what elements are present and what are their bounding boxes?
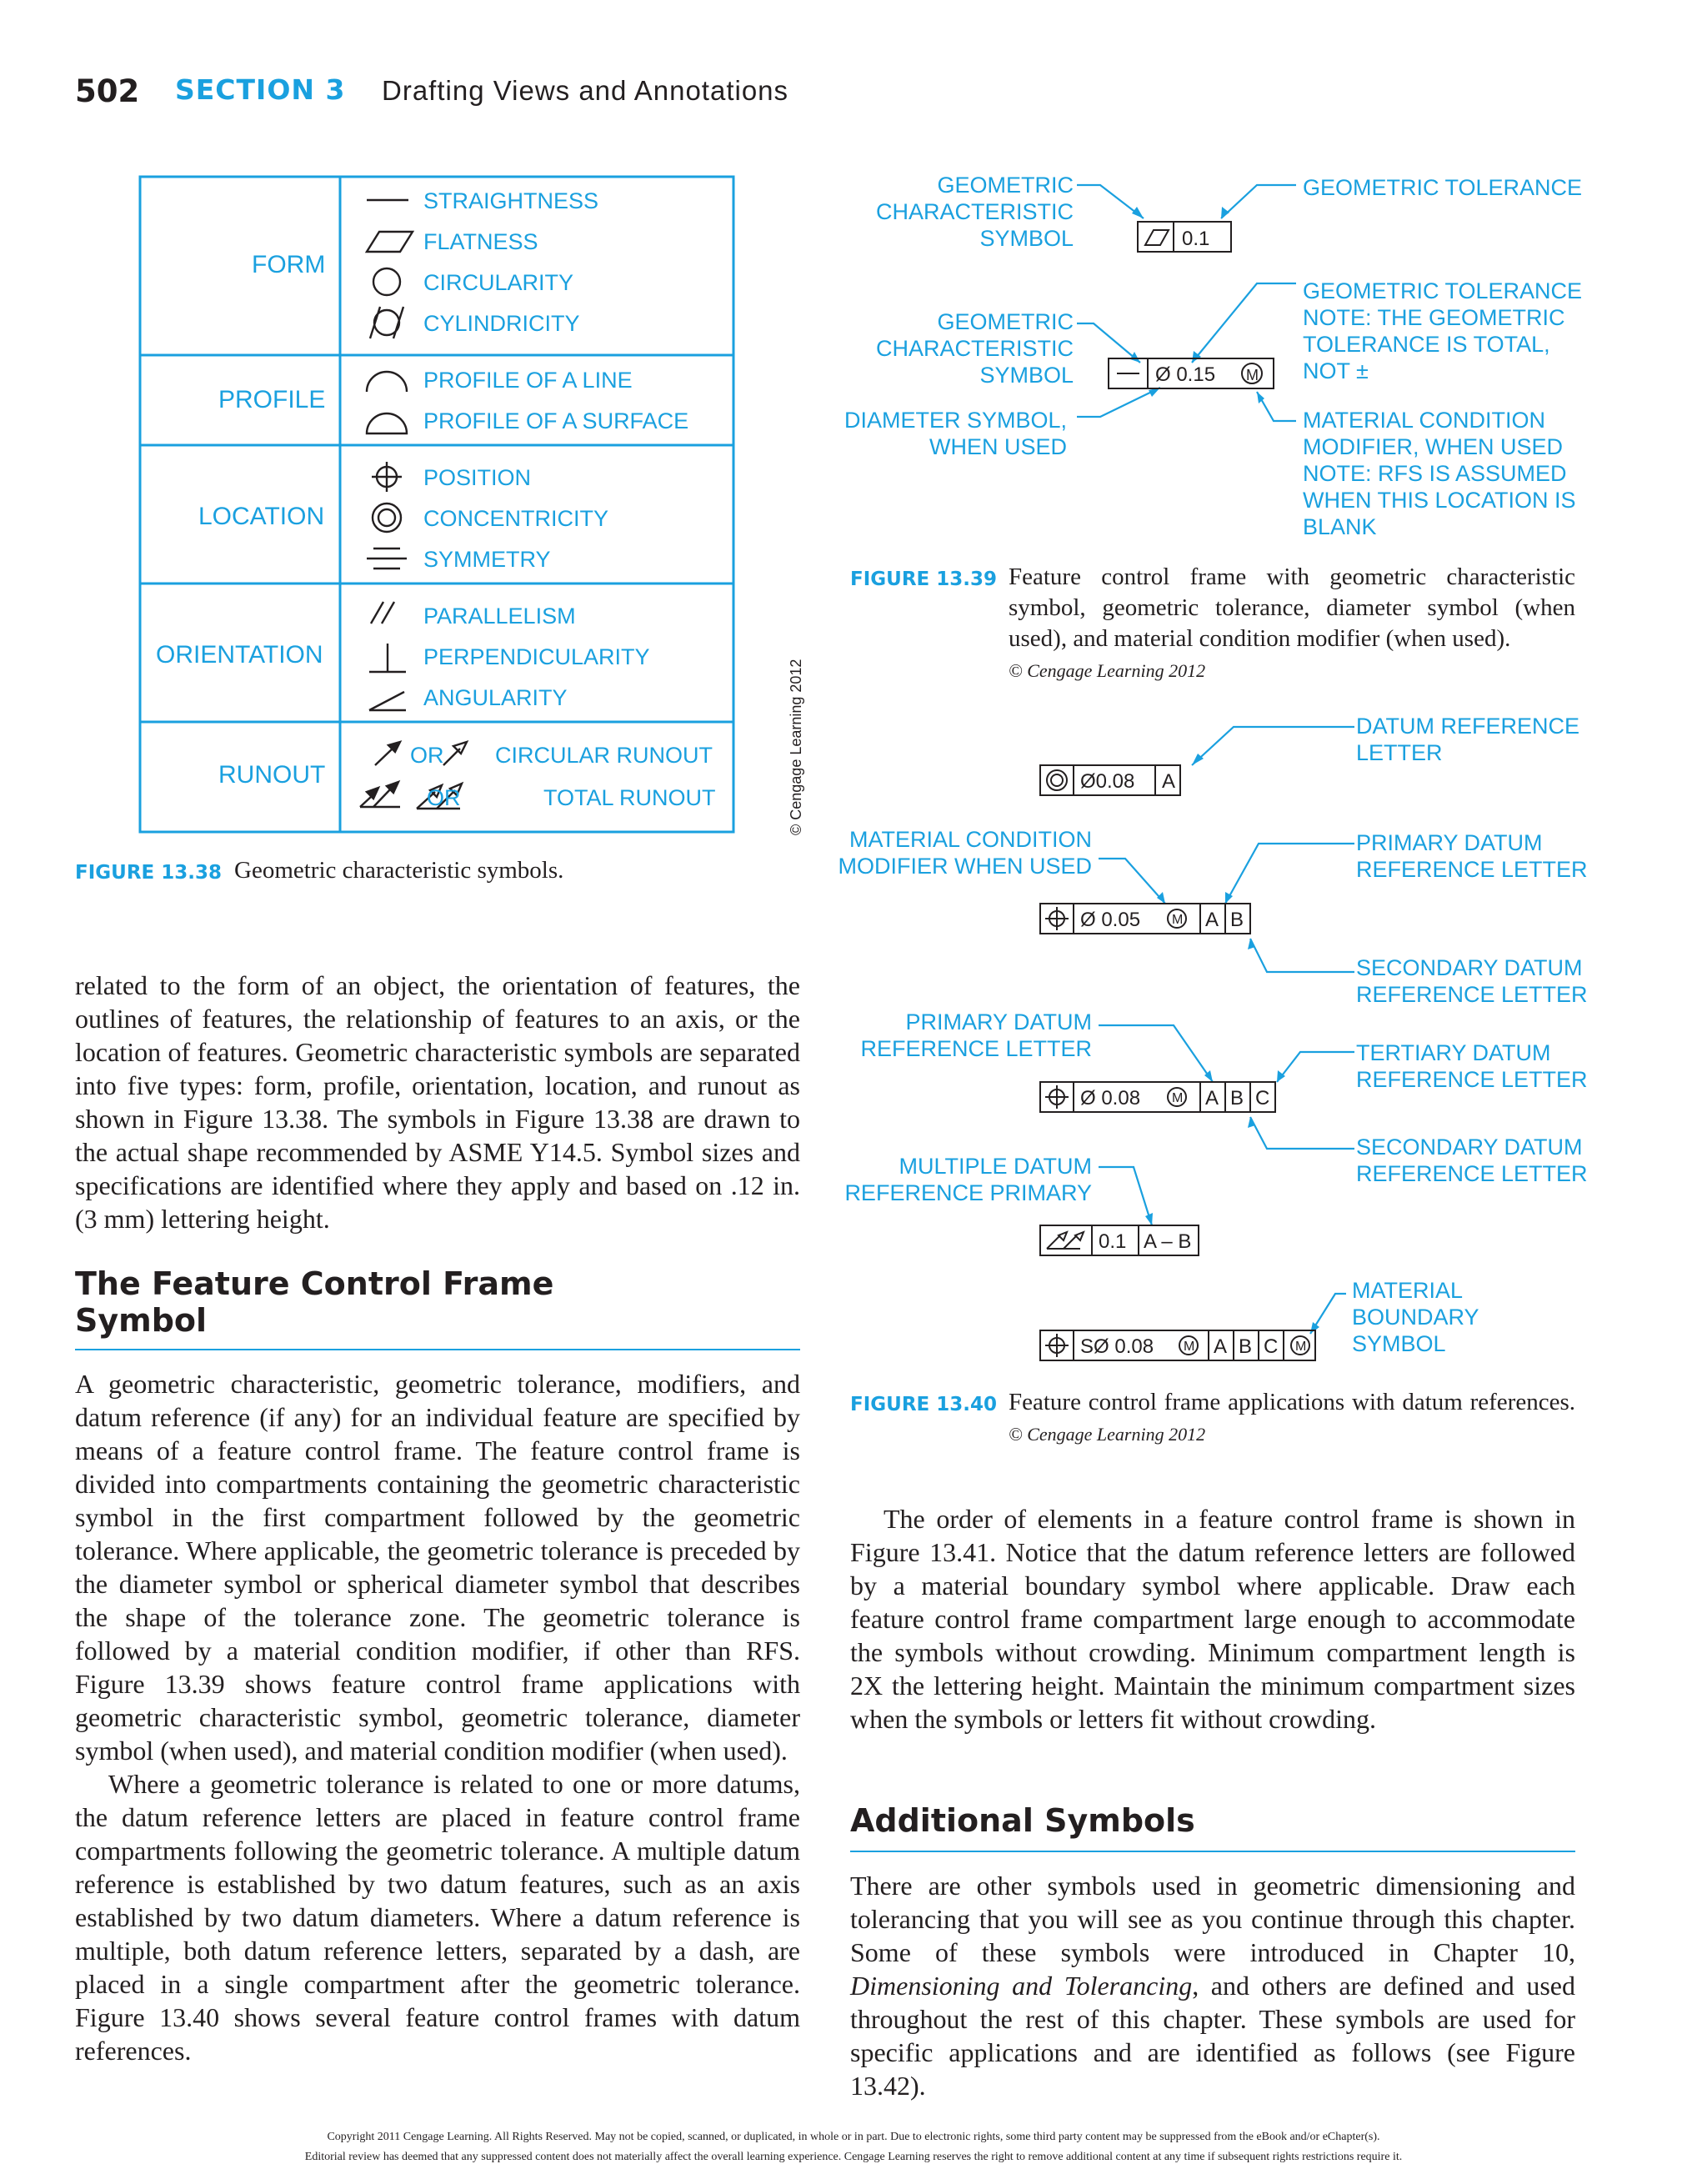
multiple-line-1: MULTIPLE DATUM [899, 1154, 1092, 1179]
figure-13-40-id: FIGURE 13.40 [850, 1394, 998, 1415]
label-multiple [800, 1153, 1092, 1206]
geo-char-symbol-line: GEOMETRIC [937, 309, 1074, 334]
material-line-2: MODIFIER, WHEN USED [1303, 434, 1564, 459]
category-form: FORM [252, 251, 326, 278]
geo-char-symbol-line: CHARACTERISTIC [875, 199, 1074, 224]
figure-13-38-caption: Geometric characteristic symbols. [234, 857, 564, 884]
material-line-3: NOTE: RFS IS ASSUMED [1303, 461, 1567, 486]
additional-text-b: , and others are defined and used throughout the rest of this chapter. These symbols are used for specific applications and are identified as follows (see Figure 13.42). [850, 1971, 1576, 2101]
flatness-icon [1145, 230, 1169, 245]
geo-tol-note-line-2: NOTE: THE GEOMETRIC [1303, 305, 1565, 330]
or-label-2: OR [427, 785, 461, 810]
geo-char-symbol-line: GEOMETRIC [937, 173, 1074, 198]
item-perpendicularity: PERPENDICULARITY [423, 644, 650, 669]
category-profile: PROFILE [218, 386, 326, 413]
label-secondary [1356, 954, 1588, 1008]
right-paragraph [850, 1502, 1575, 1736]
frame-datum-ab [1040, 904, 1250, 934]
label-primary [1356, 829, 1588, 883]
frame-3-value: Ø 0.08 [1080, 1087, 1141, 1110]
primary-line-1: PRIMARY DATUM [1356, 830, 1543, 855]
or-label-1: OR [410, 743, 444, 768]
label-geo-char-symbol-2 [867, 308, 1074, 388]
frame-5-datum-a: A [1214, 1335, 1228, 1358]
label-geo-char-symbol-1 [867, 172, 1074, 252]
item-circular-runout: CIRCULAR RUNOUT [495, 743, 713, 768]
item-position: POSITION [423, 465, 532, 490]
frame-3-datum-c: C [1255, 1087, 1270, 1110]
frame-3-modifier: M [1172, 1091, 1184, 1105]
circularity-icon [373, 268, 400, 295]
footer-line-1: Copyright 2011 Cengage Learning. All Rights Reserved. May not be copied, scanned, or duplicated, in whole or in part. Due to electronic rights, some third party content may be suppressed from the eBook and/or eChapter(s). [327, 2131, 1380, 2143]
secondary2-line-2: REFERENCE LETTER [1356, 1161, 1588, 1186]
label-primary-2 [800, 1009, 1092, 1062]
label-datum-ref [1356, 713, 1579, 766]
frame-3-datum-a: A [1205, 1087, 1219, 1110]
geo-char-symbol-line: SYMBOL [979, 226, 1074, 251]
figure-13-40-credit: © Cengage Learning 2012 [1009, 1424, 1206, 1445]
secondary2-line-1: SECONDARY DATUM [1356, 1135, 1583, 1160]
concentricity-icon [373, 503, 401, 532]
position-icon [1045, 907, 1069, 930]
concentricity-icon [1047, 770, 1067, 790]
item-flatness: FLATNESS [423, 229, 538, 254]
position-icon [1045, 1334, 1069, 1357]
additional-text-a: There are other symbols used in geometric dimensioning and tolerancing that you will see as you continue through this chapter. Some of these symbols were introduced in Chapter 10, [850, 1871, 1575, 1967]
figure-13-39-id: FIGURE 13.39 [850, 569, 998, 590]
section-title: Drafting Views and Annotations [382, 75, 789, 106]
footer-line-2: Editorial review has deemed that any suppressed content does not materially affect the overall learning experience. Cengage Learning reserves the right to remove additional content at any time if subsequent rights restrictions require it. [304, 2151, 1403, 2163]
right-paragraph-text: The order of elements in a feature control frame is shown in Figure 13.41. Notice that the datum reference letters are followed by a material boundary symbol where applicable. Draw each feature control frame compartment large enough to accommodate the symbols without crowding. Minimum compartment length is 2X the lettering height. Maintain the minimum compartment sizes when the symbols or letters fit without crowding. [850, 1504, 1575, 1734]
position-icon [372, 462, 402, 492]
geo-tol-note-line-3: TOLERANCE IS TOTAL, [1303, 332, 1550, 357]
label-geo-tol-1: GEOMETRIC TOLERANCE [1303, 175, 1583, 200]
frame-5-boundary: M [1295, 1340, 1307, 1354]
frame-5-datum-c: C [1264, 1335, 1279, 1358]
category-location: LOCATION [198, 503, 325, 530]
symmetry-icon [367, 549, 407, 569]
label-tertiary [1356, 1039, 1588, 1093]
tertiary-line-2: REFERENCE LETTER [1356, 1067, 1588, 1092]
figure-13-39-caption-block [1009, 562, 1575, 686]
diameter-line-1: DIAMETER SYMBOL, [843, 408, 1067, 433]
frame-4-value: 0.1 [1099, 1230, 1127, 1253]
material-line-4: WHEN THIS LOCATION IS [1303, 488, 1576, 513]
material-boundary-line-2: BOUNDARY [1352, 1305, 1479, 1330]
frame-4-datum: A – B [1144, 1230, 1192, 1253]
perpendicularity-icon [369, 644, 406, 672]
frame-2-datum-a: A [1205, 909, 1219, 931]
page-number: 502 [75, 73, 140, 109]
position-icon [1045, 1085, 1069, 1109]
label-mat-cond [800, 826, 1092, 879]
section-label: SECTION 3 [175, 73, 346, 106]
angularity-icon [369, 692, 406, 710]
diameter-line-2: WHEN USED [929, 434, 1067, 459]
item-straightness: STRAIGHTNESS [423, 188, 599, 213]
figure-13-40-caption: Feature control frame applications with datum references. [1009, 1389, 1575, 1415]
item-cylindricity: CYLINDRICITY [423, 311, 580, 336]
frame-2-datum-b: B [1230, 909, 1244, 931]
datum-ref-line-1: DATUM REFERENCE [1356, 714, 1580, 739]
material-line-5: BLANK [1303, 514, 1377, 539]
heading-rule-1 [75, 1349, 800, 1350]
heading-feature-control-frame: The Feature Control Frame Symbol [75, 1265, 554, 1339]
frame-1-value: 0.1 [1182, 228, 1210, 250]
fcf-paragraph-2: Where a geometric tolerance is related to one or more datums, the datum reference letters are placed in feature control frame compartments following the geometric tolerance. A multiple datum reference is established by two datum features, such as an axis established by two datum diameters. Where a datum reference is multiple, both datum reference letters, separated by a dash, are placed in a single compartment after the geometric tolerance. Figure 13.40 shows several feature control frames with datum references. [75, 1769, 800, 2066]
additional-paragraph-text [850, 1869, 1575, 2102]
tertiary-line-1: TERTIARY DATUM [1356, 1040, 1551, 1065]
frame-5-datum-b: B [1239, 1335, 1253, 1358]
geo-char-symbol-line: SYMBOL [979, 363, 1074, 388]
item-parallelism: PARALLELISM [423, 604, 576, 629]
frame-2-value: Ø 0.05 [1080, 909, 1141, 931]
item-angularity: ANGULARITY [423, 685, 568, 710]
item-total-runout: TOTAL RUNOUT [543, 785, 716, 810]
label-diameter [800, 407, 1067, 460]
heading-rule-2 [850, 1851, 1575, 1852]
item-concentricity: CONCENTRICITY [423, 506, 608, 531]
frame-5-modifier: M [1184, 1340, 1195, 1354]
label-material-boundary [1352, 1277, 1479, 1357]
geo-tol-note-line-1: GEOMETRIC TOLERANCE [1303, 278, 1583, 303]
geo-tol-note-line-4: NOT ± [1303, 358, 1369, 383]
mat-cond-line-2: MODIFIER WHEN USED [838, 854, 1092, 879]
datum-ref-line-2: LETTER [1356, 740, 1443, 765]
primary2-line-2: REFERENCE LETTER [860, 1036, 1092, 1061]
copyright-footer [0, 2127, 1707, 2167]
flatness-icon [367, 232, 413, 252]
category-orientation: ORIENTATION [156, 641, 323, 669]
frame-1-datum: A [1162, 770, 1176, 793]
frame-5-value: SØ 0.08 [1080, 1335, 1154, 1358]
item-profile-line: PROFILE OF A LINE [423, 368, 633, 393]
profile-line-icon [367, 372, 407, 392]
modifier-m: M [1246, 367, 1259, 383]
figure-13-39-credit: © Cengage Learning 2012 [1009, 660, 1206, 681]
item-symmetry: SYMMETRY [423, 547, 551, 572]
fcf-paragraph-1: A geometric characteristic, geometric tolerance, modifiers, and datum reference (if any) for an individual feature are specified by means of a feature control frame. The feature control frame is divided into compartments containing the geometric characteristic symbol in the first compartment followed by the geometric tolerance. Where applicable, the geometric tolerance is preceded by the diameter symbol or spherical diameter symbol that describes the shape of the tolerance zone. The geometric tolerance is followed by a material condition modifier, if other than RFS. Figure 13.39 shows feature control frame applications with geometric characteristic symbol, geometric tolerance, diameter symbol (when used), and material condition modifier (when used). [75, 1369, 800, 1766]
circular-runout-open-icon [443, 742, 467, 765]
item-profile-surface: PROFILE OF A SURFACE [423, 408, 689, 433]
side-credit: © Cengage Learning 2012 [788, 659, 804, 835]
total-runout-icon [360, 782, 400, 807]
figure-13-40-caption-block [1009, 1387, 1575, 1450]
frame-1-value: Ø0.08 [1080, 770, 1135, 793]
cylindricity-icon [370, 307, 403, 338]
label-geo-tol-note [1303, 278, 1582, 384]
material-line-1: MATERIAL CONDITION [1303, 408, 1546, 433]
frame-2-modifier: M [1172, 913, 1184, 927]
profile-surface-icon [367, 413, 407, 433]
secondary-line-2: REFERENCE LETTER [1356, 982, 1588, 1007]
heading-additional-symbols: Additional Symbols [850, 1802, 1195, 1839]
label-secondary-2 [1356, 1134, 1588, 1187]
material-boundary-line-3: SYMBOL [1352, 1331, 1446, 1356]
figure-13-38-table [133, 167, 884, 834]
multiple-line-2: REFERENCE PRIMARY [844, 1180, 1092, 1205]
additional-text-italic: Dimensioning and Tolerancing [850, 1971, 1193, 2001]
frame-3-datum-b: B [1230, 1087, 1244, 1110]
total-runout-icon [1047, 1232, 1084, 1249]
left-paragraph [75, 969, 800, 1235]
primary-line-2: REFERENCE LETTER [1356, 857, 1588, 882]
circular-runout-icon [375, 742, 400, 765]
primary2-line-1: PRIMARY DATUM [905, 1009, 1092, 1034]
fcf-paragraphs [75, 1367, 800, 2067]
item-circularity: CIRCULARITY [423, 270, 574, 295]
label-material [1303, 407, 1576, 540]
secondary-line-1: SECONDARY DATUM [1356, 955, 1583, 980]
left-paragraph-text: related to the form of an object, the orientation of features, the outlines of features, the relationship of features to an axis, or the location of features. Geometric characteristic symbols are separated into five types: form, profile, orientation, location, and runout as shown in Figure 13.38. The symbols in Figure 13.38 are drawn to the actual shape recommended by ASME Y14.5. Symbol sizes and specifications are identified where they apply and based on .12 in. (3 mm) lettering height. [75, 970, 800, 1234]
figure-13-39-caption: Feature control frame with geometric characteristic symbol, geometric tolerance, diameter symbol (when used), and material condition modifier (when used). [1009, 564, 1575, 652]
mat-cond-line-1: MATERIAL CONDITION [848, 827, 1092, 852]
category-runout: RUNOUT [218, 761, 326, 789]
frame-2-value: Ø 0.15 [1155, 363, 1216, 386]
parallelism-icon [371, 602, 394, 624]
figure-13-38-id: FIGURE 13.38 [75, 862, 223, 884]
material-boundary-line-1: MATERIAL [1352, 1278, 1464, 1303]
form-symbols [367, 200, 413, 710]
geo-char-symbol-line: CHARACTERISTIC [875, 336, 1074, 361]
additional-paragraph [850, 1869, 1575, 2102]
